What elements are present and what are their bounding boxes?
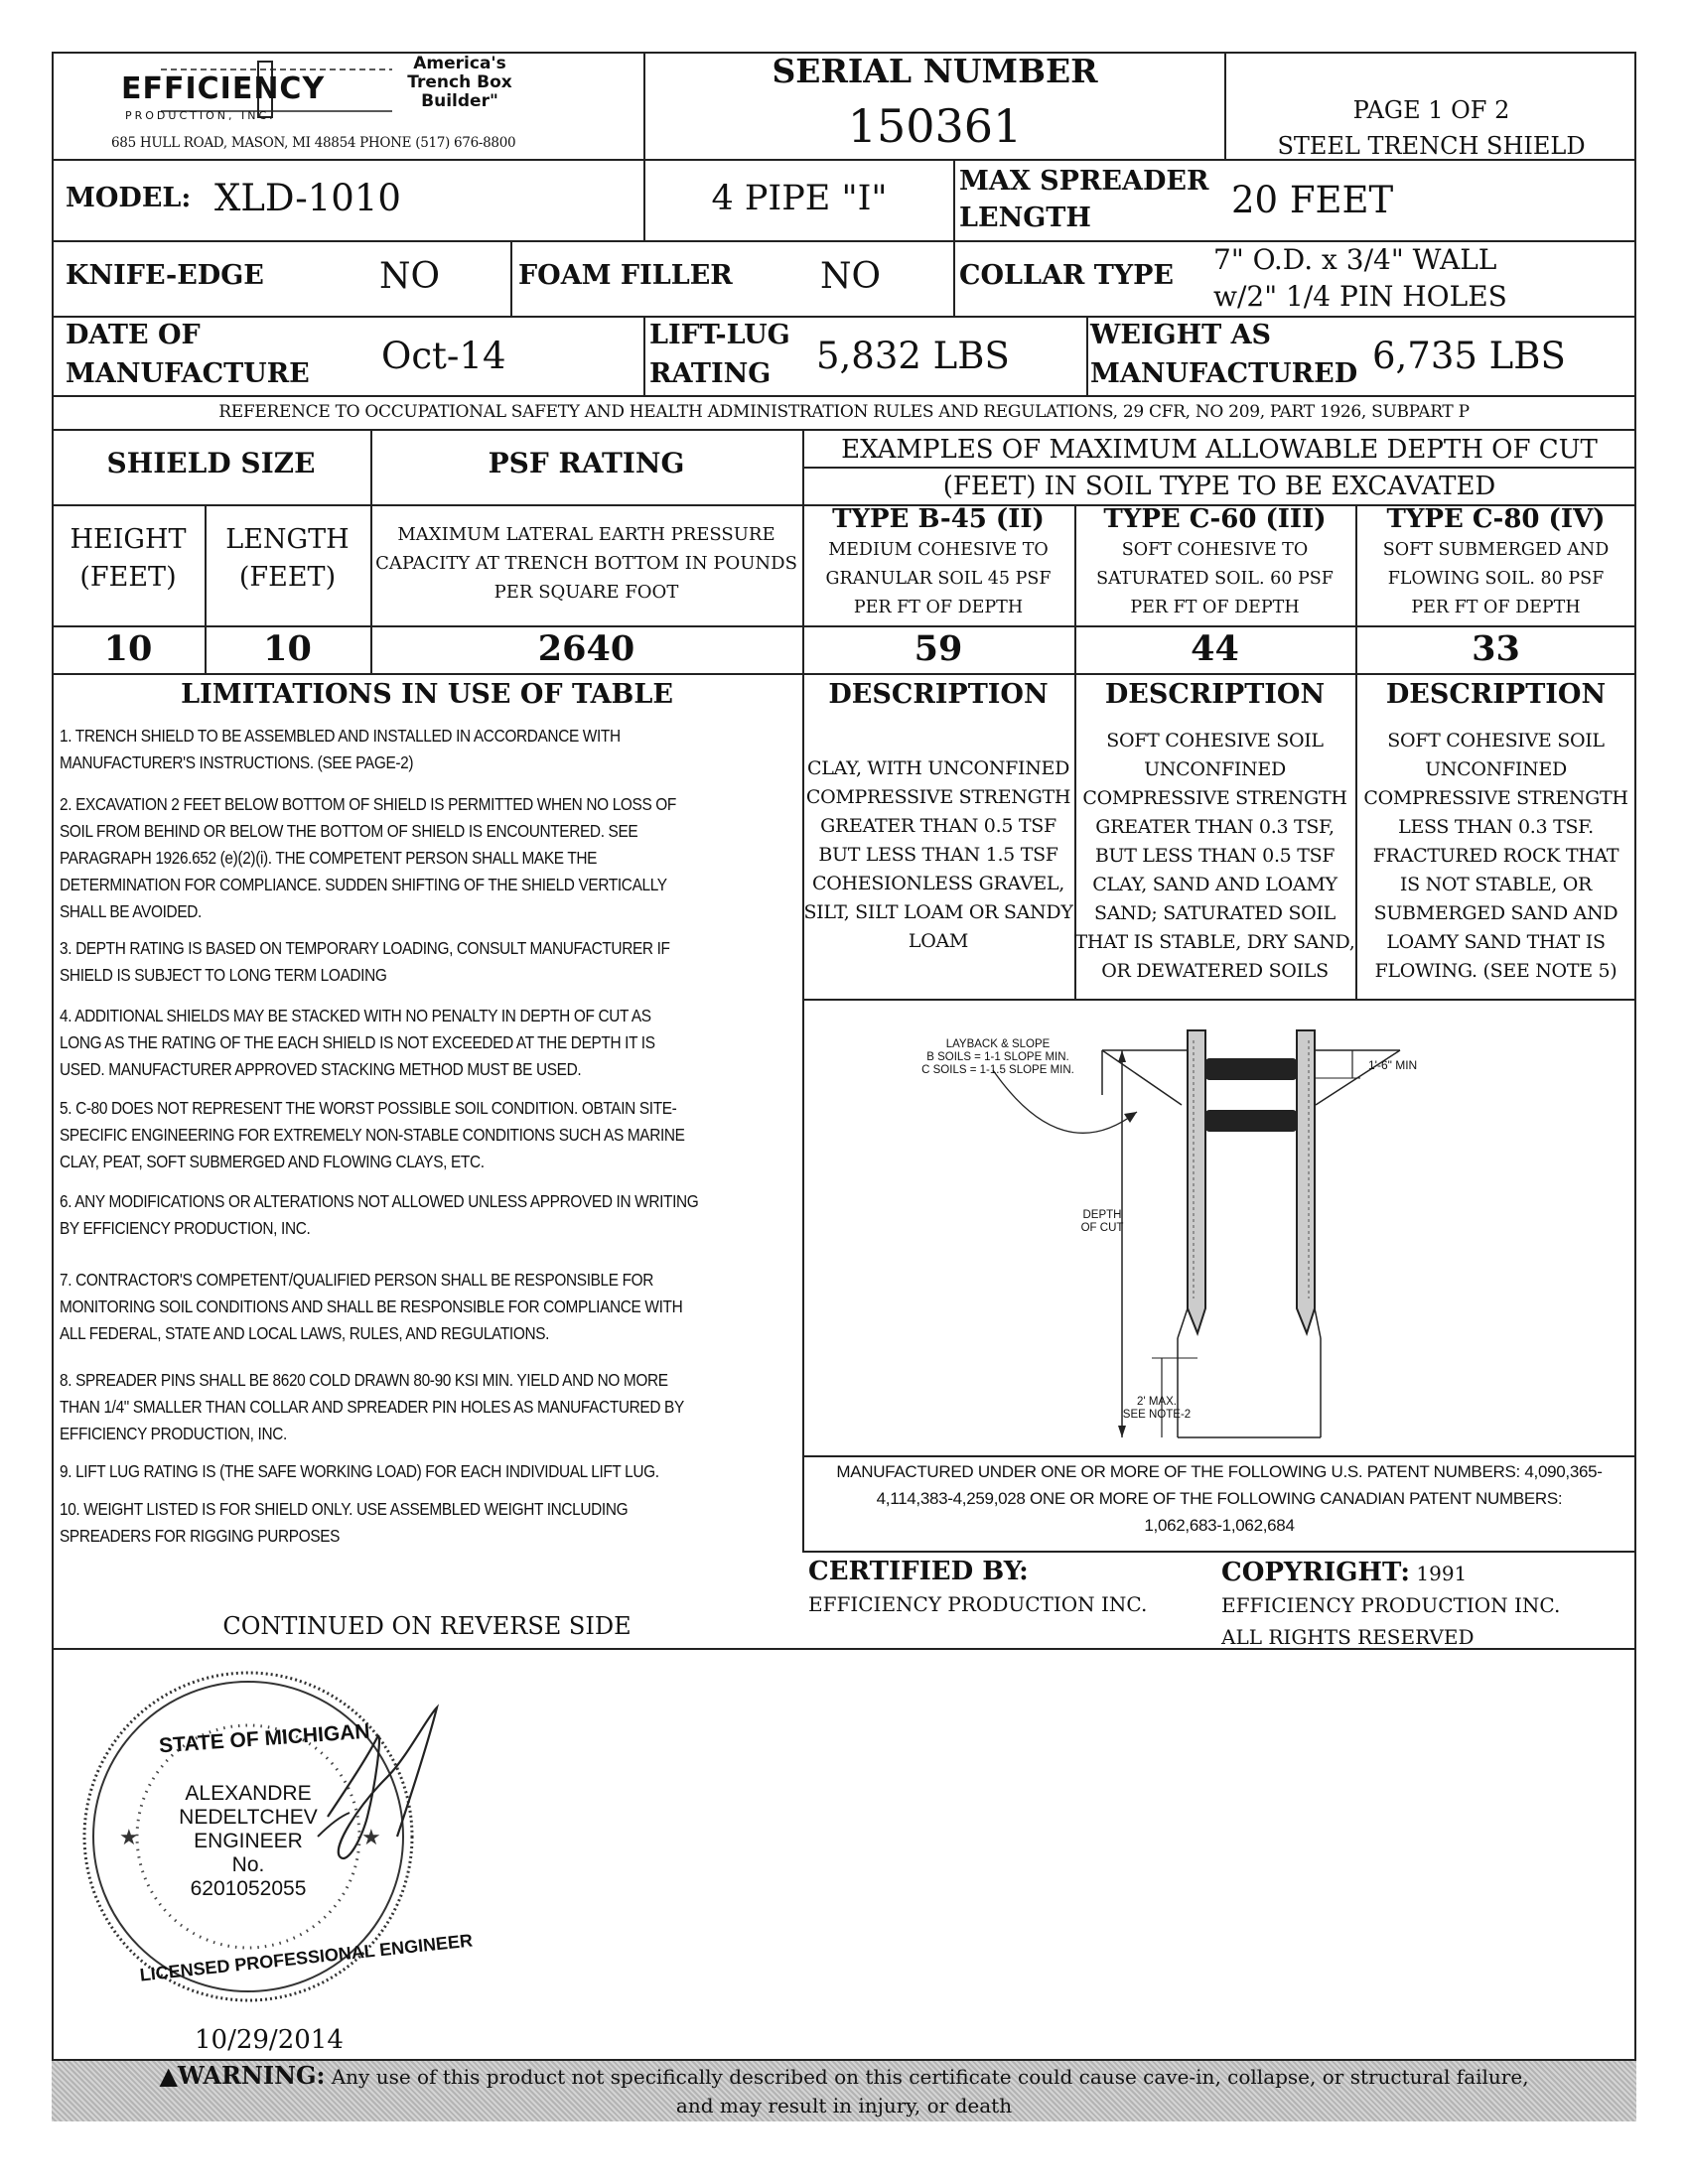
header-line: MAXIMUM LATERAL EARTH PRESSURE: [397, 524, 775, 545]
logo-subtext: PRODUCTION, INC.: [125, 109, 276, 122]
divider: [643, 316, 645, 395]
layback-label: [899, 1038, 1097, 1077]
diagram-text: 2' MAX.: [1137, 1396, 1177, 1408]
header-line: EXAMPLES OF MAXIMUM ALLOWABLE DEPTH OF CUT: [841, 435, 1598, 465]
limitation-item: 5. C-80 DOES NOT REPRESENT THE WORST POSSIBLE SOIL CONDITION. OBTAIN SITE- SPECIFIC ENGINEERING FOR EXTREMELY NON-STABLE CONDITIONS SUCH AS MARINE CLAY, PEAT, SOFT SUBMERGED AND FLOWING CLAYS, ETC.: [60, 1098, 685, 1171]
logo-tagline: [375, 55, 544, 111]
diagram-text: SEE NOTE-2: [1122, 1409, 1192, 1421]
warning-text: [52, 2061, 1636, 2120]
copyright-line: [1221, 1557, 1560, 1589]
description-heading: DESCRIPTION: [828, 679, 1049, 710]
lift-lug-value: 5,832 LBS: [816, 335, 1010, 377]
foam-filler-value: NO: [820, 256, 882, 297]
knife-edge-label: KNIFE-EDGE: [66, 260, 264, 291]
header-line: (FEET) IN SOIL TYPE TO BE EXCAVATED: [942, 472, 1496, 501]
divider: [953, 240, 955, 316]
tagline-line: Trench Box: [407, 72, 512, 92]
header-line: HEIGHT: [70, 524, 187, 555]
min-clearance-label: 1'-6" MIN: [1368, 1058, 1418, 1072]
limitation-item: 3. DEPTH RATING IS BASED ON TEMPORARY LOADING, CONSULT MANUFACTURER IF SHIELD IS SUBJECT TO LONG TERM LOADING: [60, 938, 670, 985]
serial-label: SERIAL NUMBER: [772, 52, 1098, 90]
certified-by-label: CERTIFIED BY:: [808, 1557, 1029, 1586]
diagram-text: OF CUT: [1080, 1222, 1124, 1234]
copyright-line: EFFICIENCY PRODUCTION INC.: [1221, 1593, 1561, 1617]
warning-message: Any use of this product not specifically described on this certificate could cause cave-in, collapse, or structural failure,: [331, 2065, 1529, 2089]
divider: [953, 159, 955, 240]
limitations-title: LIMITATIONS IN USE OF TABLE: [181, 679, 673, 710]
serial-number: 150361: [847, 99, 1023, 153]
seal-line: 6201052055: [190, 1877, 307, 1900]
certified-by-value: EFFICIENCY PRODUCTION INC.: [808, 1592, 1148, 1616]
description-c60: SOFT COHESIVE SOIL UNCONFINED COMPRESSIVE STRENGTH GREATER THAN 0.3 TSF, BUT LESS THAN 0.5 TSF CLAY, SAND AND LOAMY SAND; SATURATED SOIL THAT IS STABLE, DRY SAND, OR DEWATERED SOILS: [1074, 730, 1355, 982]
warning-icon: ▲: [159, 2061, 178, 2090]
page-indicator: PAGE 1 OF 2: [1352, 96, 1510, 124]
depth-of-cut-label: [1053, 1209, 1152, 1235]
knife-edge-value: NO: [379, 256, 441, 297]
label-line: RATING: [649, 358, 772, 389]
row-line: [802, 1455, 1636, 1457]
soil-type-desc: PER FT OF DEPTH: [853, 598, 1024, 617]
soil-type-name: TYPE B-45 (II): [832, 504, 1045, 534]
copyright-year: 1991: [1416, 1562, 1468, 1585]
copyright-line: ALL RIGHTS RESERVED: [1221, 1625, 1475, 1649]
header-line: CAPACITY AT TRENCH BOTTOM IN POUNDS: [375, 553, 797, 574]
label-line: LENGTH: [959, 203, 1091, 233]
label-line: DATE OF: [66, 320, 201, 350]
svg-text:★: ★: [361, 1826, 381, 1850]
collar-line: 7" O.D. x 3/4" WALL: [1213, 243, 1497, 276]
psf-description: [370, 520, 802, 607]
limitation-item: 2. EXCAVATION 2 FEET BELOW BOTTOM OF SHIELD IS PERMITTED WHEN NO LOSS OF SOIL FROM BEHIND OR BELOW THE BOTTOM OF SHIELD IS ENCOUNTERED. SEE PARAGRAPH 1926.652 (e)(2)(i). THE COMPETENT PERSON SHALL MAKE THE DETERMINATION FOR COMPLIANCE. SUDDEN SHIFTING OF THE SHIELD VERTICALLY SHALL BE AVOIDED.: [60, 794, 676, 921]
description-c80: SOFT COHESIVE SOIL UNCONFINED COMPRESSIVE STRENGTH LESS THAN 0.3 TSF. FRACTURED ROCK THAT IS NOT STABLE, OR SUBMERGED SAND AND LOAMY SAND THAT IS FLOWING. (SEE NOTE 5): [1363, 730, 1628, 982]
seal-engineer-info: [149, 1782, 348, 1901]
warning-label: WARNING:: [177, 2061, 326, 2090]
limitation-item: 9. LIFT LUG RATING IS (THE SAFE WORKING LOAD) FOR EACH INDIVIDUAL LIFT LUG.: [60, 1461, 659, 1481]
label-line: LIFT-LUG: [649, 320, 790, 350]
depth-c60: 44: [1191, 628, 1239, 669]
seal-state: STATE OF MICHIGAN: [158, 1719, 371, 1758]
pipe-type: 4 PIPE "I": [711, 179, 888, 218]
max-below-label: [1107, 1396, 1206, 1422]
row-line: [52, 1648, 1636, 1650]
header-line: PER SQUARE FOOT: [493, 582, 679, 603]
soil-type-desc: PER FT OF DEPTH: [1411, 598, 1581, 617]
foam-filler-label: FOAM FILLER: [518, 260, 733, 291]
weight-value: 6,735 LBS: [1372, 335, 1566, 377]
tagline-line: America's: [413, 54, 506, 73]
limitation-item: 4. ADDITIONAL SHIELDS MAY BE STACKED WITH NO PENALTY IN DEPTH OF CUT AS LONG AS THE RATING OF THE EACH SHIELD IS NOT EXCEEDED AT THE DEPTH IT IS USED. MANUFACTURER APPROVED STACKING METHOD MUST BE USED.: [60, 1006, 655, 1079]
height-header: [52, 521, 205, 597]
max-spreader-value: 20 FEET: [1231, 179, 1394, 221]
soil-type-name: TYPE C-60 (III): [1103, 504, 1327, 534]
lift-lug-label: [649, 316, 790, 393]
seal-line: No.: [231, 1853, 265, 1876]
soil-type-desc: MEDIUM COHESIVE TO: [828, 540, 1049, 560]
company-address: 685 HULL ROAD, MASON, MI 48854 PHONE (517) 676-8800: [111, 135, 516, 151]
row-line: [802, 1551, 1636, 1553]
model-value: XLD-1010: [214, 177, 401, 219]
osha-reference: REFERENCE TO OCCUPATIONAL SAFETY AND HEALTH ADMINISTRATION RULES AND REGULATIONS, 29 CFR, NO 209, PART 1926, SUBPART P: [218, 402, 1470, 422]
soil-type-desc: SOFT COHESIVE TO: [1121, 540, 1309, 560]
copyright-block: [1221, 1557, 1560, 1653]
label-line: MANUFACTURE: [66, 358, 310, 389]
document-type: STEEL TRENCH SHIELD: [1277, 132, 1586, 160]
header-line: (FEET): [79, 562, 177, 593]
diagram-text: DEPTH: [1082, 1209, 1122, 1221]
soil-type-c60: [1074, 502, 1355, 622]
collar-line: w/2" 1/4 PIN HOLES: [1213, 280, 1507, 313]
soil-type-desc: PER FT OF DEPTH: [1130, 598, 1300, 617]
label-line: MANUFACTURED: [1090, 358, 1358, 389]
warning-line: [52, 2061, 1636, 2092]
date-of-manufacture-value: Oct-14: [381, 335, 506, 377]
description-b45: CLAY, WITH UNCONFINED COMPRESSIVE STRENGTH GREATER THAN 0.5 TSF BUT LESS THAN 1.5 TSF COHESIONLESS GRAVEL, SILT, SILT LOAM OR SANDY LOAM: [803, 757, 1073, 952]
model-label: MODEL:: [66, 183, 192, 213]
diagram-text: C SOILS = 1-1.5 SLOPE MIN.: [921, 1064, 1074, 1076]
collar-type-value: [1213, 241, 1507, 315]
length-header: [205, 521, 370, 597]
depth-b45: 59: [914, 628, 963, 669]
soil-type-name: TYPE C-80 (IV): [1386, 504, 1606, 534]
description-heading: DESCRIPTION: [1385, 679, 1607, 710]
psf-rating-header: PSF RATING: [488, 447, 685, 479]
soil-type-b45: [802, 502, 1074, 622]
header-line: (FEET): [238, 562, 337, 593]
warning-message: and may result in injury, or death: [675, 2094, 1013, 2117]
row-line: [52, 429, 1636, 431]
svg-text:★: ★: [119, 1826, 139, 1850]
seal-licensed: LICENSED PROFESSIONAL ENGINEER: [138, 1930, 474, 1985]
header-line: LENGTH: [225, 524, 350, 555]
soil-type-c80: [1355, 502, 1636, 622]
soil-type-desc: SOFT SUBMERGED AND: [1382, 540, 1610, 560]
limitation-item: 10. WEIGHT LISTED IS FOR SHIELD ONLY. USE ASSEMBLED WEIGHT INCLUDING SPREADERS FOR RIGGING PURPOSES: [60, 1499, 629, 1546]
collar-type-label: COLLAR TYPE: [959, 260, 1175, 291]
shield-size-header: SHIELD SIZE: [106, 447, 316, 479]
logo-text: EFFICIENCY: [121, 71, 326, 106]
soil-type-desc: SATURATED SOIL. 60 PSF: [1096, 569, 1334, 589]
description-heading: DESCRIPTION: [1104, 679, 1326, 710]
continued-note: CONTINUED ON REVERSE SIDE: [222, 1612, 632, 1640]
label-line: WEIGHT AS: [1090, 320, 1272, 350]
date-of-manufacture-label: [66, 316, 310, 393]
seal-line: ENGINEER: [194, 1830, 303, 1852]
height-value: 10: [103, 628, 153, 669]
diagram-text: LAYBACK & SLOPE: [945, 1038, 1051, 1050]
divider: [1086, 316, 1088, 395]
soil-type-desc: GRANULAR SOIL 45 PSF: [825, 569, 1052, 589]
psf-value: 2640: [537, 628, 635, 669]
max-spreader-label: [959, 163, 1208, 236]
row-line: [52, 673, 1636, 675]
divider: [510, 240, 512, 316]
diagram-text: B SOILS = 1-1 SLOPE MIN.: [926, 1051, 1069, 1063]
copyright-label: COPYRIGHT:: [1221, 1558, 1411, 1587]
examples-header: [802, 432, 1636, 505]
signature-date: 10/29/2014: [195, 2025, 344, 2055]
row-line: [52, 395, 1636, 397]
limitation-item: 1. TRENCH SHIELD TO BE ASSEMBLED AND INSTALLED IN ACCORDANCE WITH MANUFACTURER'S INSTRUCTIONS. (SEE PAGE-2): [60, 726, 621, 772]
limitation-item: 8. SPREADER PINS SHALL BE 8620 COLD DRAWN 80-90 KSI MIN. YIELD AND NO MORE THAN 1/4" SMALLER THAN COLLAR AND SPREADER PIN HOLES AS MANUFACTURED BY EFFICIENCY PRODUCTION, INC.: [60, 1370, 684, 1443]
length-value: 10: [263, 628, 312, 669]
label-line: MAX SPREADER: [959, 166, 1209, 197]
weight-label: [1090, 316, 1357, 393]
patent-notice: MANUFACTURED UNDER ONE OR MORE OF THE FOLLOWING U.S. PATENT NUMBERS: 4,090,365- 4,114,383-4,259,028 ONE OR MORE OF THE FOLLOWING CANADIAN PATENT NUMBERS: 1,062,683-1,062,684: [836, 1462, 1603, 1535]
limitation-item: 6. ANY MODIFICATIONS OR ALTERATIONS NOT ALLOWED UNLESS APPROVED IN WRITING BY EFFICIENCY PRODUCTION, INC.: [60, 1191, 699, 1238]
tagline-line: Builder": [421, 91, 498, 111]
seal-line: NEDELTCHEV: [179, 1806, 318, 1829]
depth-c80: 33: [1472, 628, 1520, 669]
limitation-item: 7. CONTRACTOR'S COMPETENT/QUALIFIED PERSON SHALL BE RESPONSIBLE FOR MONITORING SOIL CONDITIONS AND SHALL BE RESPONSIBLE FOR COMPLIANCE WITH ALL FEDERAL, STATE AND LOCAL LAWS, RULES, AND REGULATIONS.: [60, 1270, 683, 1343]
seal-line: ALEXANDRE: [185, 1782, 312, 1805]
soil-type-desc: FLOWING SOIL. 80 PSF: [1387, 569, 1605, 589]
